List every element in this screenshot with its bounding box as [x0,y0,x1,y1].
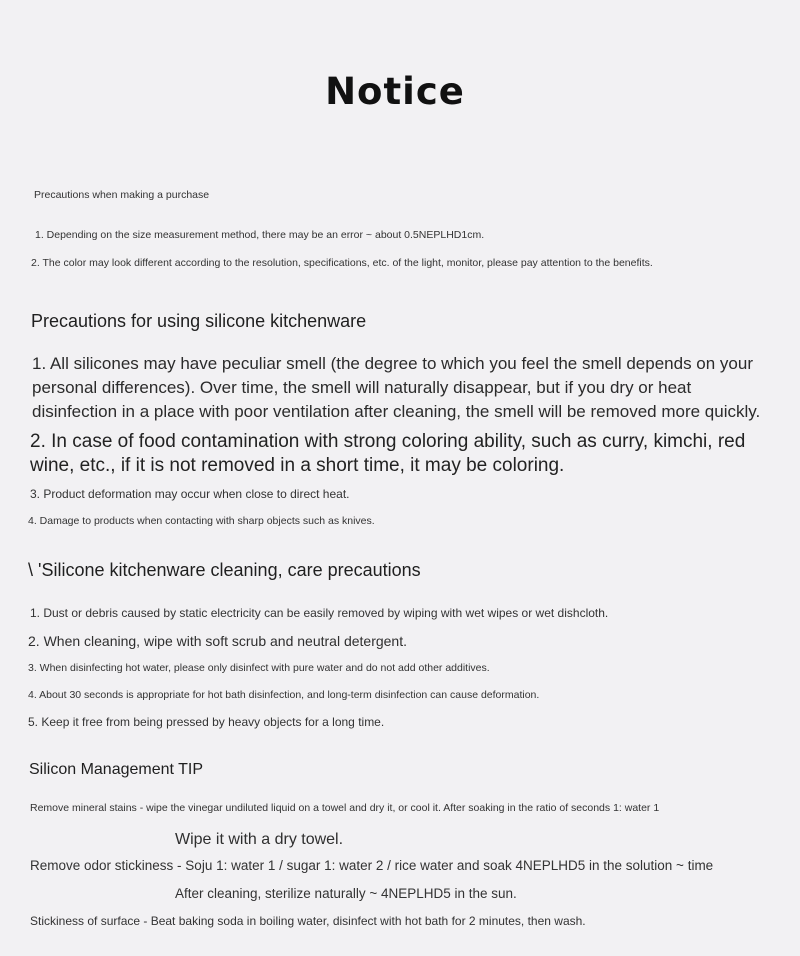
cleaning-item-2: 2. When cleaning, wipe with soft scrub and neutral detergent. [28,633,407,649]
purchase-item-1: 1. Depending on the size measurement method, there may be an error ~ about 0.5NEPLHD1cm. [35,229,485,241]
silicone-use-item-2-line-2: wine, etc., if it is not removed in a short time, it may be coloring. [30,455,565,476]
silicone-use-item-1-line-1: 1. All silicones may have peculiar smell (the degree to which you feel the smell depends on your [32,354,753,373]
tip-odor-stickiness: Remove odor stickiness - Soju 1: water 1 / sugar 1: water 2 / rice water and soak 4NEPLHD5 in the solution ~ time [30,858,714,873]
tip-mineral-stains-continued: Wipe it with a dry towel. [175,831,344,848]
silicone-use-item-2 [30,430,745,478]
silicone-use-heading: Precautions for using silicone kitchenware [31,311,367,331]
cleaning-item-3: 3. When disinfecting hot water, please only disinfect with pure water and do not add other additives. [28,662,490,674]
cleaning-item-5: 5. Keep it free from being pressed by heavy objects for a long time. [28,715,385,729]
silicone-use-item-3: 3. Product deformation may occur when close to direct heat. [30,487,350,501]
silicone-use-item-2-line-1: 2. In case of food contamination with strong coloring ability, such as curry, kimchi, red [30,431,746,452]
silicone-use-item-1 [32,352,760,424]
cleaning-item-4: 4. About 30 seconds is appropriate for hot bath disinfection, and long-term disinfection can cause deformation. [28,689,540,701]
cleaning-item-1: 1. Dust or debris caused by static electricity can be easily removed by wiping with wet wipes or wet dishcloth. [30,606,609,620]
page-title: Notice [325,70,465,113]
tip-heading: Silicon Management TIP [29,761,204,778]
cleaning-heading: \ 'Silicone kitchenware cleaning, care precautions [28,560,421,580]
tip-surface-stickiness: Stickiness of surface - Beat baking soda in boiling water, disinfect with hot bath for 2 minutes, then wash. [30,914,586,928]
purchase-item-2: 2. The color may look different according to the resolution, specifications, etc. of the light, monitor, please pay attention to the benefits. [31,257,653,269]
silicone-use-item-4: 4. Damage to products when contacting with sharp objects such as knives. [28,515,375,527]
tip-odor-stickiness-continued: After cleaning, sterilize naturally ~ 4NEPLHD5 in the sun. [175,886,517,901]
tip-mineral-stains: Remove mineral stains - wipe the vinegar undiluted liquid on a towel and dry it, or cool it. After soaking in the ratio of seconds 1: water 1 [30,802,660,814]
purchase-heading: Precautions when making a purchase [34,189,210,201]
silicone-use-item-1-line-2: personal differences). Over time, the smell will naturally disappear, but if you dry or heat [32,378,692,397]
silicone-use-item-1-line-3: disinfection in a place with poor ventilation after cleaning, the smell will be removed more quickly. [32,402,761,421]
